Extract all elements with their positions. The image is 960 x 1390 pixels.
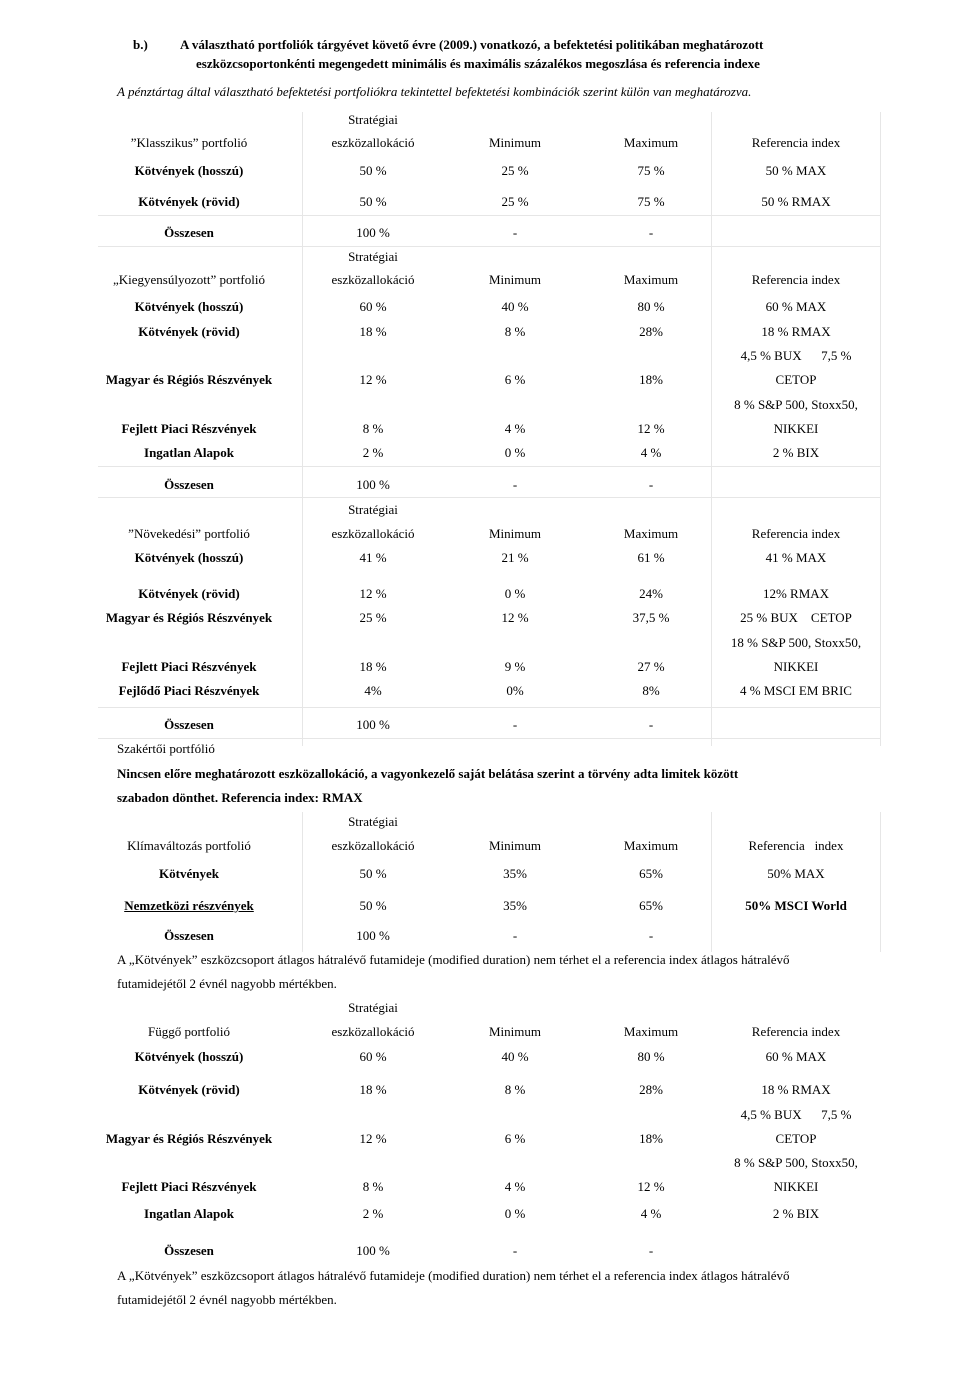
row-strat: 41 %	[359, 550, 387, 565]
row-label: Magyar és Régiós Részvények	[105, 1131, 273, 1146]
row-ref-line-2: NIKKEI	[773, 421, 819, 436]
row-min: -	[512, 225, 518, 240]
row-ref: 12% RMAX	[762, 586, 830, 601]
header-reference: Referencia index	[748, 838, 844, 853]
row-min: -	[512, 1243, 518, 1258]
fuggo-note-line-1: A „Kötvények” eszközcsoport átlagos hátralévő futamideje (modified duration) nem térhet el a referencia index átlagos hátralévő	[117, 1268, 790, 1283]
row-min: 4 %	[504, 1179, 526, 1194]
header-strat-top: Stratégiai	[348, 112, 398, 127]
row-label: Fejlett Piaci Részvények	[121, 1179, 257, 1194]
row-max: 12 %	[637, 1179, 665, 1194]
grid-line	[98, 738, 880, 739]
header-minimum: Minimum	[488, 135, 541, 150]
header-maximum: Maximum	[623, 838, 679, 853]
row-ref: 41 % MAX	[765, 550, 827, 565]
row-max: 27 %	[637, 659, 665, 674]
row-max: -	[648, 1243, 654, 1258]
row-ref: 25 % BUX CETOP	[740, 610, 852, 625]
row-strat: 12 %	[359, 372, 387, 387]
row-min: 40 %	[501, 299, 529, 314]
row-label: Összesen	[164, 225, 214, 240]
row-ref-line-1: 8 % S&P 500, Stoxx50,	[734, 397, 858, 412]
row-max: 65%	[639, 866, 663, 881]
header-reference: Referencia index	[751, 1024, 841, 1039]
grid-line	[98, 215, 880, 216]
row-min: 12 %	[501, 610, 529, 625]
row-min: 9 %	[504, 659, 526, 674]
row-ref: 60 % MAX	[765, 1049, 827, 1064]
row-min: -	[512, 477, 518, 492]
row-strat: 50 %	[359, 866, 387, 881]
header-strat-top: Stratégiai	[348, 249, 398, 264]
row-max: 12 %	[637, 421, 665, 436]
row-label: Fejlett Piaci Részvények	[121, 659, 257, 674]
row-label: Magyar és Régiós Részvények	[105, 610, 273, 625]
row-ref: 2 % BIX	[772, 445, 820, 460]
row-ref: 60 % MAX	[765, 299, 827, 314]
section-marker: b.)	[133, 37, 148, 52]
row-max: 61 %	[637, 550, 665, 565]
row-ref: 4 % MSCI EM BRIC	[740, 683, 852, 698]
header-line-2: eszközcsoportonkénti megengedett minimális és maximális százalékos megoszlása és referencia indexe	[196, 56, 760, 71]
header-maximum: Maximum	[623, 135, 679, 150]
row-strat: 12 %	[359, 1131, 387, 1146]
fuggo-note-line-2: futamidejétől 2 évnél nagyobb mértékben.	[117, 1292, 337, 1307]
row-label: Ingatlan Alapok	[144, 1206, 234, 1221]
klima-note-line-1: A „Kötvények” eszközcsoport átlagos hátralévő futamideje (modified duration) nem térhet el a referencia index átlagos hátralévő	[117, 952, 790, 967]
row-label: Kötvények	[159, 866, 219, 881]
row-max: 80 %	[637, 1049, 665, 1064]
row-min: 35%	[503, 898, 527, 913]
row-label: Fejlődő Piaci Részvények	[118, 683, 260, 698]
header-strat-top: Stratégiai	[348, 502, 398, 517]
header-maximum: Maximum	[623, 272, 679, 287]
row-label: Összesen	[164, 477, 214, 492]
row-label: Kötvények (rövid)	[138, 1082, 240, 1097]
row-strat: 100 %	[356, 928, 390, 943]
header-reference: Referencia index	[751, 272, 841, 287]
row-ref-line-1: 4,5 % BUX 7,5 %	[740, 1107, 852, 1122]
portfolio-name-kiegyensulyozott: „Kiegyensúlyozott” portfolió	[113, 272, 265, 287]
row-strat: 18 %	[359, 1082, 387, 1097]
row-min: 0%	[506, 683, 524, 698]
portfolio-name-novekedesi: ”Növekedési” portfolió	[128, 526, 250, 541]
row-min: -	[512, 928, 518, 943]
header-strat-bottom: eszközallokáció	[331, 135, 415, 150]
row-max: 80 %	[637, 299, 665, 314]
row-strat: 50 %	[359, 163, 387, 178]
row-strat: 50 %	[359, 898, 387, 913]
row-min: 6 %	[504, 1131, 526, 1146]
row-ref: 50% MAX	[767, 866, 825, 881]
header-maximum: Maximum	[623, 1024, 679, 1039]
row-strat: 8 %	[362, 421, 384, 436]
row-min: 35%	[503, 866, 527, 881]
portfolio-name-klima: Klímaváltozás portfolió	[127, 838, 251, 853]
row-label: Összesen	[164, 717, 214, 732]
portfolio-name-klasszikus: ”Klasszikus” portfolió	[130, 135, 248, 150]
row-ref-line-2: CETOP	[775, 372, 817, 387]
row-strat: 50 %	[359, 194, 387, 209]
row-strat: 100 %	[356, 717, 390, 732]
row-max: -	[648, 225, 654, 240]
header-strat-bottom: eszközallokáció	[331, 526, 415, 541]
row-max: 18%	[639, 1131, 663, 1146]
row-max: 28%	[639, 1082, 663, 1097]
row-strat: 4%	[364, 683, 382, 698]
row-label: Kötvények (hosszú)	[134, 550, 244, 565]
row-strat: 2 %	[362, 445, 384, 460]
row-label: Ingatlan Alapok	[144, 445, 234, 460]
row-max: 37,5 %	[632, 610, 670, 625]
row-max: 24%	[639, 586, 663, 601]
row-ref: 18 % RMAX	[761, 1082, 831, 1097]
row-max: -	[648, 928, 654, 943]
header-reference: Referencia index	[751, 135, 841, 150]
row-ref: 50 % MAX	[765, 163, 827, 178]
row-max: 8%	[642, 683, 660, 698]
row-strat: 2 %	[362, 1206, 384, 1221]
row-label: Kötvények (hosszú)	[134, 1049, 244, 1064]
row-min: 25 %	[501, 194, 529, 209]
header-minimum: Minimum	[488, 526, 541, 541]
header-reference: Referencia index	[751, 526, 841, 541]
portfolio-name-szakertoi: Szakértői portfólió	[117, 741, 215, 756]
row-min: -	[512, 717, 518, 732]
row-strat: 8 %	[362, 1179, 384, 1194]
row-min: 0 %	[504, 586, 526, 601]
header-minimum: Minimum	[488, 272, 541, 287]
header-line-1: A választható portfoliók tárgyévet követő évre (2009.) vonatkozó, a befektetési politikában meghatározott	[180, 37, 764, 52]
row-label: Fejlett Piaci Részvények	[121, 421, 257, 436]
row-max: -	[648, 477, 654, 492]
header-strat-bottom: eszközallokáció	[331, 1024, 415, 1039]
header-minimum: Minimum	[488, 838, 541, 853]
row-strat: 100 %	[356, 1243, 390, 1258]
header-strat-top: Stratégiai	[348, 814, 398, 829]
row-ref: 50 % RMAX	[761, 194, 831, 209]
row-min: 40 %	[501, 1049, 529, 1064]
grid-line	[98, 246, 880, 247]
row-max: 28%	[639, 324, 663, 339]
row-strat: 18 %	[359, 659, 387, 674]
row-label: Kötvények (rövid)	[138, 586, 240, 601]
row-ref: 18 % RMAX	[761, 324, 831, 339]
row-max: 75 %	[637, 194, 665, 209]
header-italic-note: A pénztártag által választható befektetési portfoliókra tekintettel befektetési kombinációk szerint külön van meghatározva.	[117, 84, 752, 99]
header-minimum: Minimum	[488, 1024, 541, 1039]
row-ref-line-2: NIKKEI	[773, 659, 819, 674]
row-ref-line-2: NIKKEI	[773, 1179, 819, 1194]
row-label: Kötvények (hosszú)	[134, 163, 244, 178]
row-strat: 12 %	[359, 586, 387, 601]
row-min: 0 %	[504, 445, 526, 460]
row-min: 8 %	[504, 324, 526, 339]
szakertoi-text-line-1: Nincsen előre meghatározott eszközallokáció, a vagyonkezelő saját belátása szerint a törvény adta limitek között	[117, 766, 739, 781]
row-min: 8 %	[504, 1082, 526, 1097]
portfolio-name-fuggo: Függő portfolió	[148, 1024, 230, 1039]
klima-note-line-2: futamidejétől 2 évnél nagyobb mértékben.	[117, 976, 337, 991]
row-strat: 18 %	[359, 324, 387, 339]
row-ref-line-2: CETOP	[775, 1131, 817, 1146]
row-label: Kötvények (rövid)	[138, 194, 240, 209]
grid-line	[98, 497, 880, 498]
row-label: Magyar és Régiós Részvények	[105, 372, 273, 387]
row-strat: 25 %	[359, 610, 387, 625]
row-label: Összesen	[164, 1243, 214, 1258]
grid-line	[98, 707, 880, 708]
header-strat-bottom: eszközallokáció	[331, 272, 415, 287]
grid-line	[98, 466, 880, 467]
row-label: Összesen	[164, 928, 214, 943]
header-maximum: Maximum	[623, 526, 679, 541]
row-min: 6 %	[504, 372, 526, 387]
row-strat: 100 %	[356, 225, 390, 240]
row-strat: 60 %	[359, 299, 387, 314]
row-max: 18%	[639, 372, 663, 387]
row-min: 0 %	[504, 1206, 526, 1221]
header-strat-bottom: eszközallokáció	[331, 838, 415, 853]
row-min: 25 %	[501, 163, 529, 178]
row-label: Kötvények (rövid)	[138, 324, 240, 339]
row-ref: 2 % BIX	[772, 1206, 820, 1221]
row-ref-line-1: 18 % S&P 500, Stoxx50,	[730, 635, 862, 650]
row-max: -	[648, 717, 654, 732]
row-label: Kötvények (hosszú)	[134, 299, 244, 314]
row-min: 21 %	[501, 550, 529, 565]
row-ref-line-1: 8 % S&P 500, Stoxx50,	[734, 1155, 858, 1170]
row-strat: 100 %	[356, 477, 390, 492]
grid-line	[880, 812, 881, 952]
row-strat: 60 %	[359, 1049, 387, 1064]
row-max: 75 %	[637, 163, 665, 178]
row-ref-line-1: 4,5 % BUX 7,5 %	[740, 348, 852, 363]
row-label: Nemzetközi részvények	[124, 898, 254, 913]
row-max: 4 %	[640, 445, 662, 460]
row-max: 65%	[639, 898, 663, 913]
row-min: 4 %	[504, 421, 526, 436]
row-ref: 50% MSCI World	[745, 898, 847, 913]
szakertoi-text-line-2: szabadon dönthet. Referencia index: RMAX	[117, 790, 363, 805]
header-strat-top: Stratégiai	[348, 1000, 398, 1015]
row-max: 4 %	[640, 1206, 662, 1221]
